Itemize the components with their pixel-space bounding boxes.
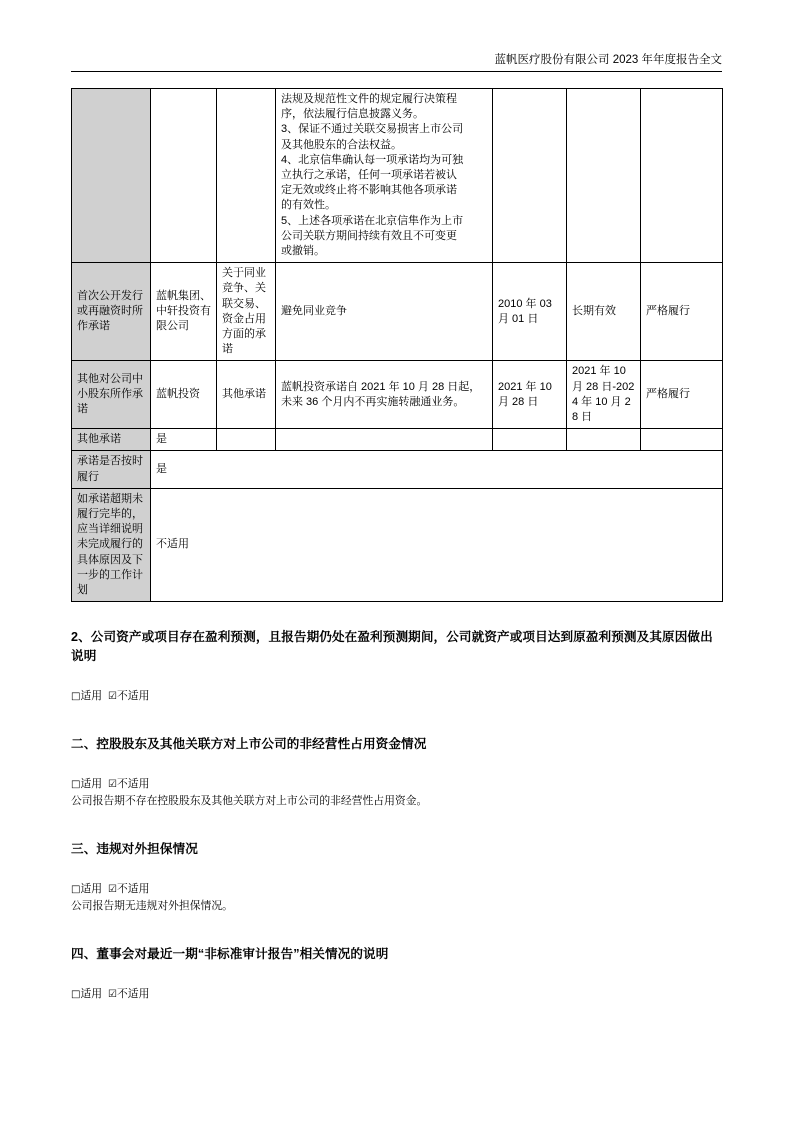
heading-section-2: 二、控股股东及其他关联方对上市公司的非经营性占用资金情况: [71, 737, 427, 752]
content-line-list: [281, 92, 488, 259]
table-row-on-time: [72, 451, 723, 488]
cell-category: 首次公开发行或再融资时所作承诺: [72, 263, 151, 361]
cell-other-commitment-label: 其他承诺: [72, 429, 151, 451]
checkbox-unchecked-icon[interactable]: □: [71, 691, 81, 703]
checkbox-unchecked-icon[interactable]: □: [71, 779, 81, 791]
cell-category: [72, 89, 151, 263]
checkbox-unchecked-icon[interactable]: □: [71, 989, 81, 1001]
body-section-2: 公司报告期不存在控股股东及其他关联方对上市公司的非经营性占用资金。: [71, 795, 428, 808]
cell-party: 蓝帆投资: [151, 361, 217, 429]
spacer: [71, 915, 722, 945]
spacer: [71, 754, 722, 776]
heading-section-4: 四、董事会对最近一期“非标准审计报告”相关情况的说明: [71, 947, 389, 962]
cell-other-commitment-value: 是: [151, 429, 217, 451]
applicable-label: 适用: [80, 690, 103, 703]
cell-term: 长期有效: [567, 263, 641, 361]
not-applicable-label: 不适用: [117, 778, 150, 791]
cell-empty: [217, 429, 276, 451]
body-section-3: 公司报告期无违规对外担保情况。: [71, 900, 233, 913]
spacer: [71, 964, 722, 986]
content-line: 的有效性。: [281, 199, 336, 212]
applicable-label: 适用: [80, 778, 103, 791]
table-row: [72, 89, 723, 263]
cell-commitment-type: 关于同业竞争、关联交易、资金占用方面的承诺: [217, 263, 276, 361]
running-title: 蓝帆医疗股份有限公司 2023 年年度报告全文: [494, 54, 722, 66]
cell-party: [151, 89, 217, 263]
content-line: 或撤销。: [281, 245, 325, 258]
cell-date: 2021 年 10 月 28 日: [493, 361, 567, 429]
spacer: [71, 859, 722, 881]
content-line: 序，依法履行信息披露义务。: [281, 108, 424, 121]
cell-status: 严格履行: [641, 263, 723, 361]
spacer: [71, 666, 722, 688]
checkbox-checked-icon[interactable]: ☑: [108, 691, 118, 703]
applicability-item-2: [71, 688, 722, 705]
cell-empty: [567, 429, 641, 451]
not-applicable-label: 不适用: [117, 883, 150, 896]
not-applicable-label: 不适用: [117, 988, 150, 1001]
heading-section-3: 三、违规对外担保情况: [71, 842, 198, 857]
content-line: 法规及规范性文件的规定履行决策程: [281, 93, 457, 105]
applicability-section-4: [71, 986, 722, 1003]
cell-party: 蓝帆集团、中轩投资有限公司: [151, 263, 217, 361]
content-line: 3、保证不通过关联交易损害上市公司: [281, 123, 464, 136]
content-line: 公司关联方期间持续有效且不可变更: [281, 229, 457, 242]
cell-content-continued: [276, 89, 493, 263]
cell-commitment-type: [217, 89, 276, 263]
cell-on-time-value: 是: [151, 451, 723, 488]
cell-date: 2010 年 03 月 01 日: [493, 263, 567, 361]
content-line: 4、北京信隼确认每一项承诺均为可独: [281, 153, 464, 166]
cell-content: 避免同业竞争: [276, 263, 493, 361]
checkbox-unchecked-icon[interactable]: □: [71, 884, 81, 896]
cell-on-time-label: 承诺是否按时履行: [72, 451, 151, 488]
checkbox-checked-icon[interactable]: ☑: [108, 779, 118, 791]
cell-term: 2021 年 10 月 28 日-2024 年 10 月 28 日: [567, 361, 641, 429]
table-row: [72, 361, 723, 429]
content-line: 及其他股东的合法权益。: [281, 138, 402, 151]
table-row: [72, 263, 723, 361]
spacer: [71, 705, 722, 735]
page-content: [71, 88, 722, 1003]
page-header: [71, 52, 722, 72]
cell-empty: [276, 429, 493, 451]
applicability-section-3: [71, 881, 722, 898]
cell-empty: [493, 429, 567, 451]
cell-date: [493, 89, 567, 263]
cell-status: 严格履行: [641, 361, 723, 429]
cell-status: [641, 89, 723, 263]
cell-content: 蓝帆投资承诺自 2021 年 10 月 28 日起，未来 36 个月内不再实施转融通业务。: [276, 361, 493, 429]
cell-commitment-type: 其他承诺: [217, 361, 276, 429]
table-row-overdue-explanation: [72, 488, 723, 601]
not-applicable-label: 不适用: [117, 690, 150, 703]
checkbox-checked-icon[interactable]: ☑: [108, 884, 118, 896]
content-line: 5、上述各项承诺在北京信隼作为上市: [281, 214, 464, 227]
cell-term: [567, 89, 641, 263]
heading-item-2: 2、公司资产或项目存在盈利预测，且报告期仍处在盈利预测期间，公司就资产或项目达到原盈利预测及其原因做出说明: [71, 630, 713, 664]
table-row-other-commitment: [72, 429, 723, 451]
spacer: [71, 810, 722, 840]
header-divider: [71, 71, 722, 72]
cell-empty: [641, 429, 723, 451]
content-line: 立执行之承诺，任何一项承诺若被认: [281, 169, 457, 182]
commitments-table: [71, 88, 723, 602]
cell-overdue-value: 不适用: [151, 488, 723, 601]
applicability-section-2: [71, 776, 722, 793]
spacer: [71, 602, 722, 628]
cell-category: 其他对公司中小股东所作承诺: [72, 361, 151, 429]
applicable-label: 适用: [80, 883, 103, 896]
cell-overdue-label: 如承诺超期未履行完毕的，应当详细说明未完成履行的具体原因及下一步的工作计划: [72, 488, 151, 601]
applicable-label: 适用: [80, 988, 103, 1001]
content-line: 定无效或终止将不影响其他各项承诺: [281, 184, 457, 197]
checkbox-checked-icon[interactable]: ☑: [108, 989, 118, 1001]
